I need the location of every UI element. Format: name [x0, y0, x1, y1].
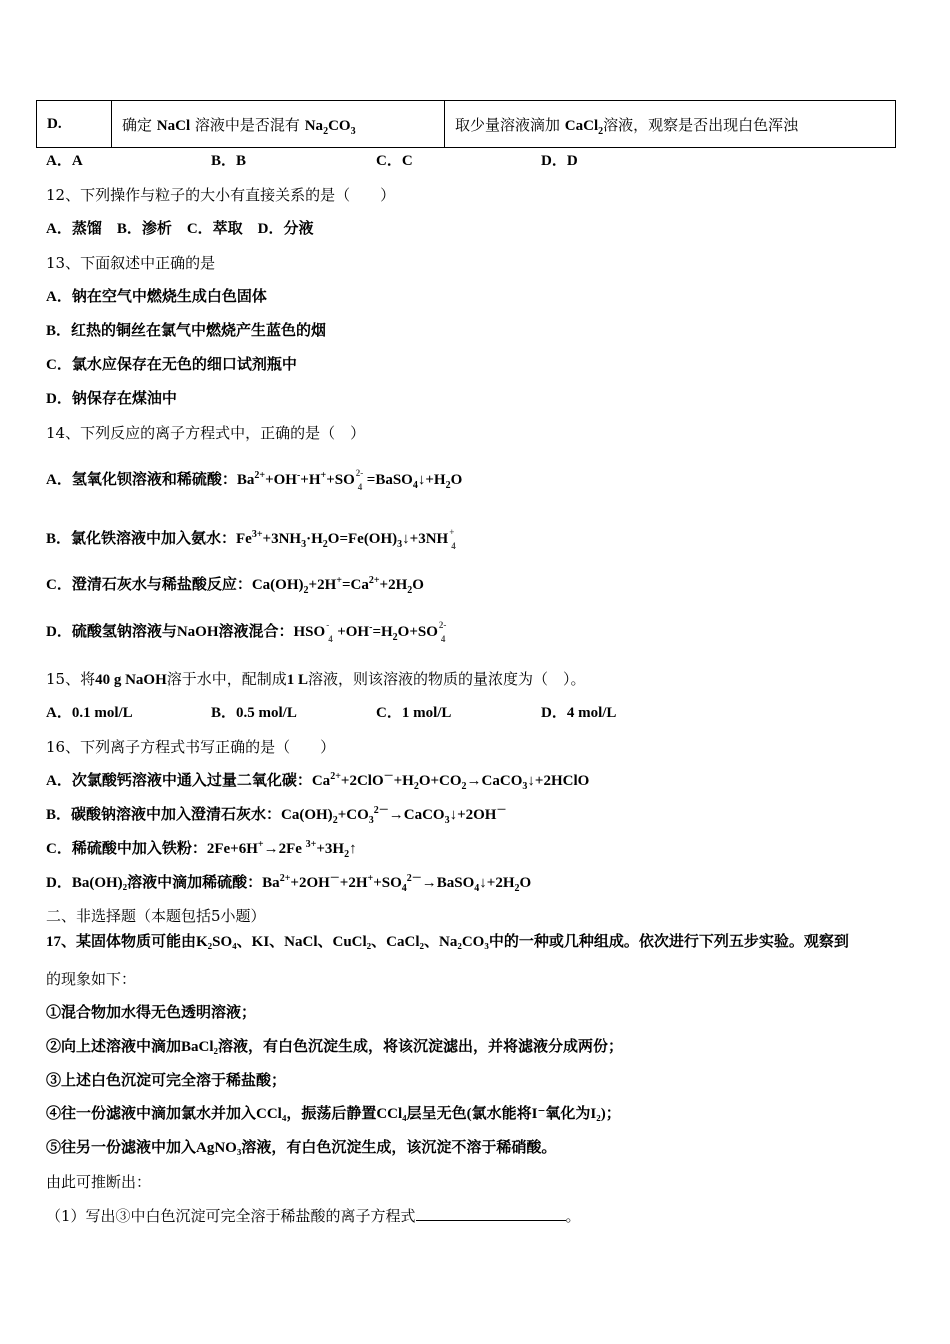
q16-option-d: D．Ba(OH)₂溶液中滴加稀硫酸：$Ba^{2+}+2OH^-+2H^++SO_4^{2-}\to BaSO_4↓+2H_2O$: [46, 873, 532, 894]
q14-option-d: D．硫酸氢钠溶液与NaOH溶液混合：HSO - 4 $+OH^-=H_2O+SO$ 2- 4: [46, 619, 447, 644]
q11-option-a: A．A: [46, 153, 83, 169]
q17-stem-line2: 的现象如下：: [46, 970, 137, 988]
q15-option-a: A．0.1 mol/L: [46, 705, 133, 721]
q11-option-b: B．B: [211, 153, 247, 169]
q14-option-c: C．澄清石灰水与稀盐酸反应：$Ca(OH)_2+2H^+=Ca^{2+}+2H_2O$: [46, 575, 424, 596]
q13-stem: 13、下面叙述中正确的是: [46, 254, 216, 272]
q17-step-2: ②向上述溶液中滴加BaCl₂溶液，有白色沉淀生成，将该沉淀滤出，并将滤液分成两份；: [46, 1039, 624, 1055]
q11-option-c: C．C: [376, 153, 413, 169]
q15-option-b: B．0.5 mol/L: [211, 705, 297, 721]
section-heading: 二、非选择题（本题包括5小题）: [46, 907, 266, 925]
q15-option-c: C．1 mol/L: [376, 705, 452, 721]
q13-option-a: A．钠在空气中燃烧生成白色固体: [46, 289, 267, 305]
q17-step-1: ①混合物加水得无色透明溶液；: [46, 1005, 257, 1021]
q11-option-d: D．D: [541, 153, 578, 169]
q14-option-b: B．氯化铁溶液中加入氨水：$Fe^{3+}+3NH_3\cdot H_2O=Fe(OH)_3↓+3NH$ + 4: [46, 526, 456, 551]
q15-stem: 15、将40 g NaOH溶于水中，配制成1 L溶液，则该溶液的物质的量浓度为（ ）。: [46, 670, 586, 688]
q16-option-a: A．次氯酸钙溶液中通入过量二氧化碳：$Ca^{2+}+2ClO^-+H_2O+CO_2\to CaCO_3↓+2HClO$: [46, 771, 590, 792]
q17-step-4: ④往一份滤液中滴加氯水并加入CCl₄，振荡后静置CCl₄层呈无色(氯水能将I⁻氧化为I₂)；: [46, 1106, 621, 1122]
q12-options: A．蒸馏 B．渗析 C．萃取 D．分液: [46, 221, 314, 237]
table-method-cell: 取少量溶液滴加 CaCl$_2$溶液，观察是否出现白色浑浊: [445, 101, 896, 148]
q14-stem: 14、下列反应的离子方程式中，正确的是（ ）: [46, 424, 366, 442]
q16-stem: 16、下列离子方程式书写正确的是（ ）: [46, 738, 336, 756]
q15-option-d: D．4 mol/L: [541, 705, 617, 721]
q17-subquestion-1: （1）写出③中白色沉淀可完全溶于稀盐酸的离子方程式 。: [46, 1207, 581, 1225]
table-row-label: D.: [37, 101, 112, 148]
q13-option-d: D．钠保存在煤油中: [46, 391, 177, 407]
answer-blank[interactable]: [416, 1206, 566, 1221]
experiment-table-row-d: [36, 100, 896, 148]
q12-stem: 12、下列操作与粒子的大小有直接关系的是（ ）: [46, 186, 396, 204]
q17-step-3: ③上述白色沉淀可完全溶于稀盐酸；: [46, 1073, 287, 1089]
q17-step-5: ⑤往另一份滤液中加入AgNO₃溶液，有白色沉淀生成，该沉淀不溶于稀硝酸。: [46, 1140, 557, 1156]
q17-stem-line1: 17、某固体物质可能由K₂SO₄、KI、NaCl、CuCl₂、CaCl₂、Na₂CO₃中的一种或几种组成。依次进行下列五步实验。观察到: [46, 934, 849, 950]
q16-option-b: B．碳酸钠溶液中加入澄清石灰水：$Ca(OH)_2+CO_3^{2-}\to CaCO_3↓+2OH^-$: [46, 805, 507, 826]
q16-option-c: C．稀硫酸中加入铁粉：2Fe+6H+→2Fe $^{3+}+3H_2↑$: [46, 839, 357, 860]
table-purpose-cell: 确定 NaCl 溶液中是否混有 $Na_2CO_3$: [112, 101, 445, 148]
q17-inference: 由此可推断出：: [46, 1173, 152, 1191]
q14-option-a: A．氢氧化钡溶液和稀硫酸：$Ba^{2+}+OH^-+H^++SO$ 2- 4 $=BaSO_4↓+H_2O$: [46, 467, 463, 492]
q13-option-c: C．氯水应保存在无色的细口试剂瓶中: [46, 357, 297, 373]
q13-option-b: B．红热的铜丝在氯气中燃烧产生蓝色的烟: [46, 323, 327, 339]
